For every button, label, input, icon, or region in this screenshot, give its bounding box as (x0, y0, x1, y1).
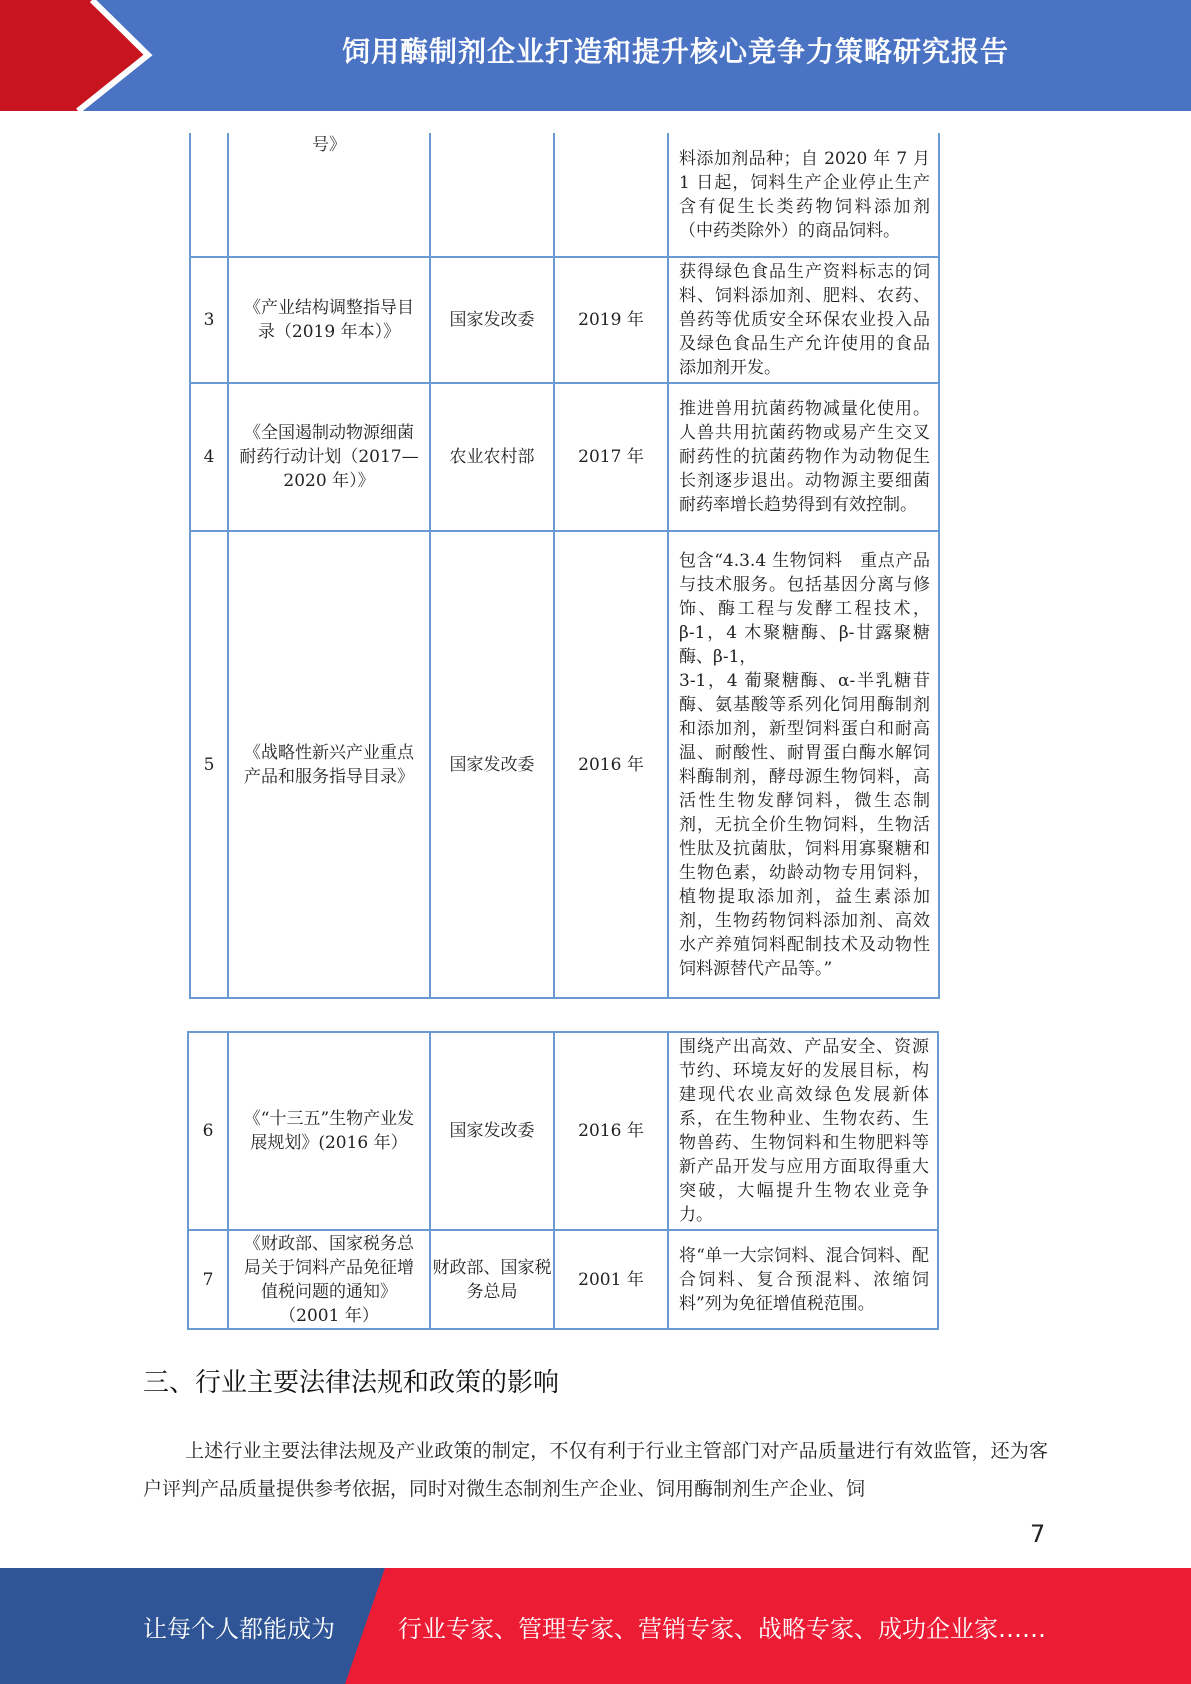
row-number-cell (190, 133, 228, 257)
table-row (190, 383, 939, 531)
row-number-cell: 3 (190, 257, 228, 383)
table-row (188, 1032, 938, 1230)
section-heading: 三、行业主要法律法规和政策的影响 (143, 1368, 560, 1398)
content-cell: 获得绿色食品生产资料标志的饲料、饲料添加剂、肥料、农药、兽药等优质安全环保农业投入品及绿色食品生产允许使用的食品添加剂开发。 (668, 257, 939, 383)
header-arrow-decoration (0, 0, 160, 111)
policy-name-cell: 《产业结构调整指导目录（2019 年本）》 (228, 257, 430, 383)
page-number: 7 (1030, 1520, 1046, 1548)
policy-table-part-1 (189, 133, 940, 999)
row-number-cell: 7 (188, 1230, 228, 1329)
policy-table-part-2 (187, 1031, 939, 1330)
row-number-cell: 6 (188, 1032, 228, 1230)
year-cell: 2016 年 (554, 1032, 668, 1230)
department-cell (430, 133, 554, 257)
content-cell: 料添加剂品种；自 2020 年 7 月 1 日起，饲料生产企业停止生产含有促生长类药物饲料添加剂（中药类除外）的商品饲料。 (668, 133, 939, 257)
policy-name-cell: 《“十三五”生物产业发展规划》(2016 年） (228, 1032, 430, 1230)
content-cell: 将“单一大宗饲料、混合饲料、配合饲料、复合预混料、浓缩饲料”列为免征增值税范围。 (668, 1230, 938, 1329)
page-header (0, 0, 1191, 111)
policy-name-cell: 号》 (228, 133, 430, 257)
table-row (190, 257, 939, 383)
footer-slogan-right: 行业专家、管理专家、营销专家、战略专家、成功企业家…… (398, 1614, 1046, 1643)
footer-slogan-left: 让每个人都能成为 (143, 1614, 335, 1643)
department-cell: 国家发改委 (430, 1032, 554, 1230)
content-text-part-2: 3-1，4 葡聚糖酶、α-半乳糖苷酶、氨基酸等系列化饲用酶制剂和添加剂，新型饲料蛋白和耐高温、耐酸性、耐胃蛋白酶水解饲料酶制剂，酵母源生物饲料，高活性生物发酵饲料，微生态制剂，无抗全价生物饲料，生物活性肽及抗菌肽，饲料用寡聚糖和生物色素，幼龄动物专用饲料，植物提取添加剂，益生素添加剂，生物药物饲料添加剂、高效水产养殖饲料配制技术及动物性饲料源替代产品等。” (679, 670, 930, 979)
table-row (190, 133, 939, 257)
department-cell: 财政部、国家税务总局 (430, 1230, 554, 1329)
body-paragraph: 上述行业主要法律法规及产业政策的制定，不仅有利于行业主管部门对产品质量进行有效监管，还为客户评判产品质量提供参考依据，同时对微生态制剂生产企业、饲用酶制剂生产企业、饲 (143, 1440, 1048, 1500)
policy-name-cell: 《财政部、国家税务总局关于饲料产品免征增值税问题的通知》（2001 年） (228, 1230, 430, 1329)
page-footer (0, 1568, 1191, 1684)
content-cell (668, 531, 939, 998)
year-cell (554, 133, 668, 257)
year-cell: 2016 年 (554, 531, 668, 998)
content-cell: 推进兽用抗菌药物减量化使用。人兽共用抗菌药物或易产生交叉耐药性的抗菌药物作为动物促生长剂逐步退出。动物源主要细菌耐药率增长趋势得到有效控制。 (668, 383, 939, 531)
year-cell: 2017 年 (554, 383, 668, 531)
department-cell: 农业农村部 (430, 383, 554, 531)
policy-name-cell: 《战略性新兴产业重点产品和服务指导目录》 (228, 531, 430, 998)
year-cell: 2019 年 (554, 257, 668, 383)
content-text-part-1: 包含“4.3.4 生物饲料 重点产品与技术服务。包括基因分离与修饰、酶工程与发酵工程技术，β-1，4 木聚糖酶、β-甘露聚糖酶、β-1， (679, 550, 930, 667)
content-cell: 围绕产出高效、产品安全、资源节约、环境友好的发展目标，构建现代农业高效绿色发展新体系，在生物种业、生物农药、生物兽药、生物饲料和生物肥料等新产品开发与应用方面取得重大突破，大幅提升生物农业竞争力。 (668, 1032, 938, 1230)
year-cell: 2001 年 (554, 1230, 668, 1329)
row-number-cell: 4 (190, 383, 228, 531)
table-row (188, 1230, 938, 1329)
report-title: 饲用酶制剂企业打造和提升核心竞争力策略研究报告 (341, 35, 1009, 68)
row-number-cell: 5 (190, 531, 228, 998)
department-cell: 国家发改委 (430, 257, 554, 383)
table-row (190, 531, 939, 998)
policy-name-cell: 《全国遏制动物源细菌耐药行动计划（2017—2020 年）》 (228, 383, 430, 531)
department-cell: 国家发改委 (430, 531, 554, 998)
